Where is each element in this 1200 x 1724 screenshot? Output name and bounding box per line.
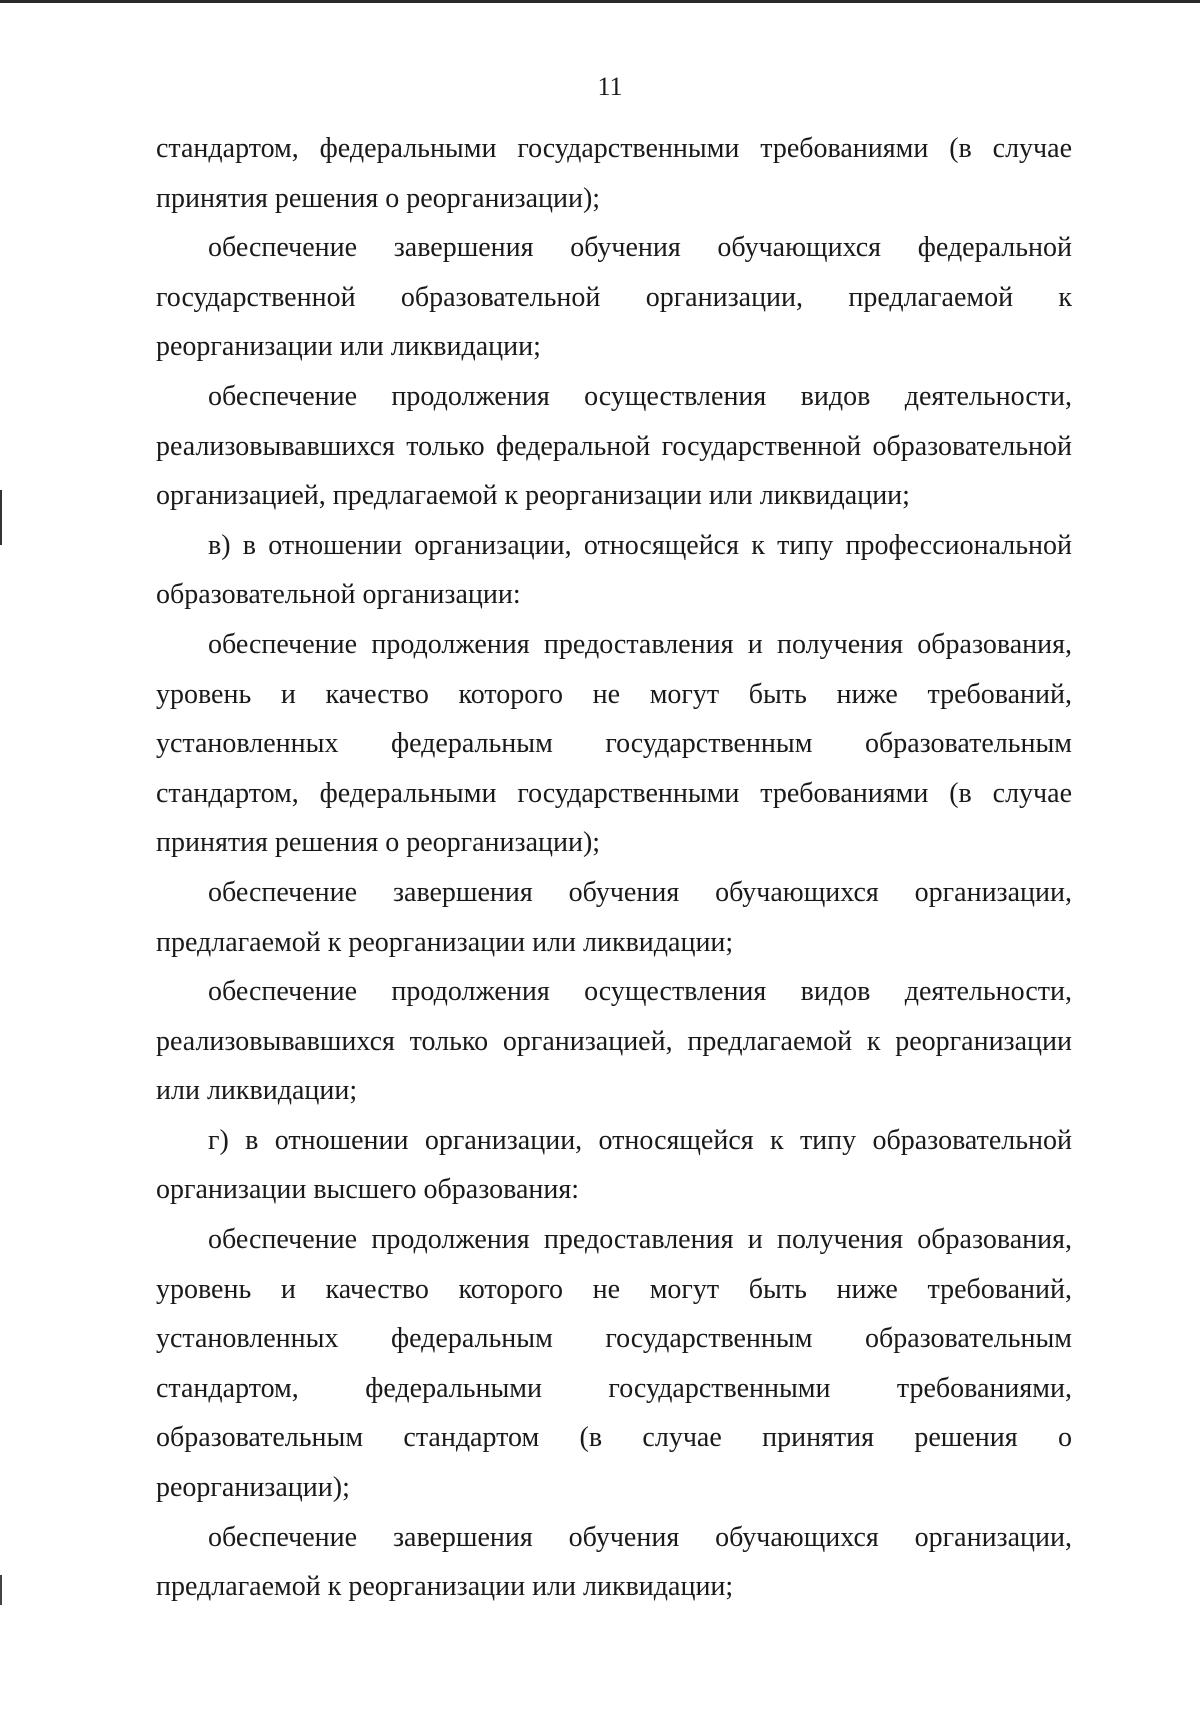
paragraph: обеспечение продолжения предоставления и получения образования, уровень и качество которого не могут быть ниже требований, установленных федеральным государственным образовательным стандартом, федеральными государственными требованиями (в случае принятия решения о реорганизации); [156, 628, 1072, 859]
paragraph: обеспечение продолжения осуществления видов деятельности, реализовывавшихся только федеральной государственной образовательной организацией, предлагаемой к реорганизации или ликвидации; [156, 380, 1072, 512]
paragraph: г) в отношении организации, относящейся к типу образовательной организации высшего образования: [156, 1124, 1072, 1206]
paragraph: обеспечение продолжения предоставления и получения образования, уровень и качество которого не могут быть ниже требований, установленных федеральным государственным образовательным стандартом, федеральными государственными требованиями, образовательным стандартом (в случае принятия решения о реорганизации); [156, 1224, 1072, 1504]
document-body [156, 124, 1072, 1612]
paragraph: обеспечение завершения обучения обучающихся организации, предлагаемой к реорганизации или ликвидации; [156, 1521, 1072, 1603]
page-number: 11 [597, 72, 623, 101]
top-border-line [0, 0, 1200, 3]
paragraph: обеспечение завершения обучения обучающихся федеральной государственной образовательной организации, предлагаемой к реорганизации или ликвидации; [156, 232, 1072, 363]
paragraph: в) в отношении организации, относящейся к типу профессиональной образовательной организации: [156, 529, 1072, 611]
paragraph: обеспечение продолжения осуществления видов деятельности, реализовывавшихся только организацией, предлагаемой к реорганизации или ликвидации; [156, 976, 1072, 1107]
paragraph: стандартом, федеральными государственными требованиями (в случае принятия решения о реорганизации); [156, 133, 1072, 214]
scan-margin-mark [0, 490, 2, 545]
scan-margin-mark [0, 1575, 2, 1605]
paragraph: обеспечение завершения обучения обучающихся организации, предлагаемой к реорганизации или ликвидации; [156, 876, 1072, 958]
